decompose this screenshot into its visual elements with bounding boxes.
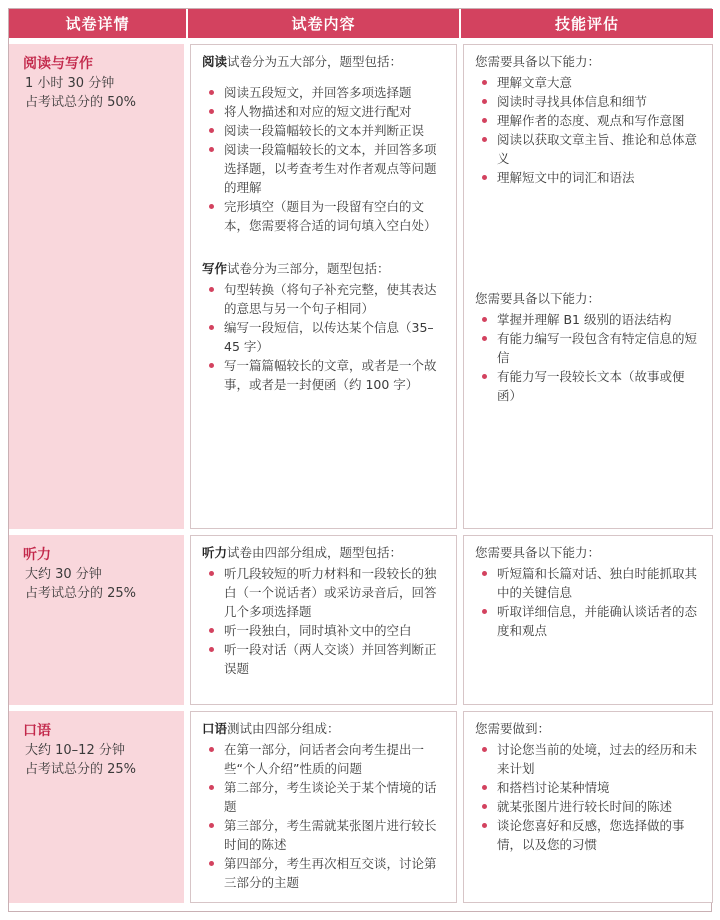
list-item: 和搭档讨论某种情境 — [475, 778, 703, 797]
section-content — [187, 41, 460, 532]
content-keyword: 阅读 — [202, 54, 228, 69]
content-intro: 试卷分为五大部分，题型包括： — [227, 54, 403, 69]
list-item: 阅读时寻找具体信息和细节 — [475, 92, 703, 111]
skills-block-writing — [463, 281, 713, 409]
section-weight: 占考试总分的 25% — [25, 586, 137, 601]
row-reading-writing — [9, 41, 713, 532]
content-block-speaking — [190, 711, 457, 896]
section-skills — [460, 41, 713, 532]
list-item: 阅读一段篇幅较长的文本，并回答多项选择题，以考查考生对作者观点等问题的理解 — [202, 140, 447, 197]
skills-list — [475, 73, 703, 187]
section-duration: 1 小时 30 分钟 — [25, 76, 115, 91]
section-content — [187, 532, 460, 708]
content-block-writing — [190, 251, 457, 398]
row-listening — [9, 532, 713, 708]
list-item: 有能力写一段较长文本（故事或便函） — [475, 367, 703, 405]
row-speaking — [9, 708, 713, 903]
list-item: 讨论您当前的处境，过去的经历和未来计划 — [475, 740, 703, 778]
list-item: 在第一部分，问话者会向考生提出一些“个人介绍”性质的问题 — [202, 740, 447, 778]
content-list — [202, 83, 447, 235]
content-keyword: 写作 — [202, 261, 228, 276]
list-item: 阅读以获取文章主旨、推论和总体意义 — [475, 130, 703, 168]
skills-block-speaking — [463, 711, 713, 858]
list-item: 谈论您喜好和反感，您选择做的事情，以及您的习惯 — [475, 816, 703, 854]
section-weight: 占考试总分的 50% — [25, 95, 137, 110]
list-item: 将人物描述和对应的短文进行配对 — [202, 102, 447, 121]
content-intro: 试卷分为三部分，题型包括： — [227, 261, 390, 276]
list-item: 就某张图片进行较长时间的陈述 — [475, 797, 703, 816]
section-weight: 占考试总分的 25% — [25, 762, 137, 777]
list-item: 阅读五段短文，并回答多项选择题 — [202, 83, 447, 102]
content-block-reading — [190, 44, 457, 239]
skills-block-listening — [463, 535, 713, 644]
list-item: 句型转换（将句子补充完整，使其表达的意思与另一个句子相同） — [202, 280, 447, 318]
list-item: 有能力编写一段包含有特定信息的短信 — [475, 329, 703, 367]
section-title: 听力 — [23, 547, 51, 563]
content-keyword: 听力 — [202, 545, 228, 560]
section-title: 阅读与写作 — [23, 56, 93, 72]
list-item: 阅读一段篇幅较长的文本并判断正误 — [202, 121, 447, 140]
content-intro: 测试由四部分组成： — [227, 721, 340, 736]
header-row — [9, 9, 713, 41]
section-details — [9, 532, 187, 708]
list-item: 听取详细信息，并能确认谈话者的态度和观点 — [475, 602, 703, 640]
list-item: 写一篇篇幅较长的文章，或者是一个故事，或者是一封便函（约 100 字） — [202, 356, 447, 394]
section-content — [187, 708, 460, 903]
content-intro: 试卷由四部分组成，题型包括： — [227, 545, 403, 560]
list-item: 第三部分，考生需就某张图片进行较长时间的陈述 — [202, 816, 447, 854]
list-item: 掌握并理解 B1 级别的语法结构 — [475, 310, 703, 329]
list-item: 理解短文中的词汇和语法 — [475, 168, 703, 187]
exam-structure-table — [9, 9, 713, 903]
content-list — [202, 740, 447, 892]
list-item: 听一段独白，同时填补文中的空白 — [202, 621, 447, 640]
header-content: 试卷内容 — [187, 9, 460, 41]
list-item: 理解文章大意 — [475, 73, 703, 92]
skills-intro: 您需要具备以下能力： — [475, 291, 601, 306]
section-skills — [460, 708, 713, 903]
list-item: 第四部分，考生再次相互交谈，讨论第三部分的主题 — [202, 854, 447, 892]
list-item: 完形填空（题目为一段留有空白的文本，您需要将合适的词句填入空白处） — [202, 197, 447, 235]
skills-list — [475, 310, 703, 405]
list-item: 理解作者的态度、观点和写作意图 — [475, 111, 703, 130]
section-duration: 大约 10–12 分钟 — [25, 743, 125, 758]
skills-block-reading — [463, 44, 713, 191]
section-skills — [460, 532, 713, 708]
content-keyword: 口语 — [202, 721, 228, 736]
header-details: 试卷详情 — [9, 9, 187, 41]
exam-table-sheet — [8, 8, 712, 912]
skills-list — [475, 564, 703, 640]
skills-intro: 您需要具备以下能力： — [475, 545, 601, 560]
skills-intro: 您需要具备以下能力： — [475, 54, 601, 69]
skills-list — [475, 740, 703, 854]
list-item: 编写一段短信，以传达某个信息（35–45 字） — [202, 318, 447, 356]
list-item: 听一段对话（两人交谈）并回答判断正误题 — [202, 640, 447, 678]
list-item: 听短篇和长篇对话、独白时能抓取其中的关键信息 — [475, 564, 703, 602]
section-duration: 大约 30 分钟 — [25, 567, 102, 582]
header-skills: 技能评估 — [460, 9, 713, 41]
list-item: 听几段较短的听力材料和一段较长的独白（一个说话者）或采访录音后，回答几个多项选择题 — [202, 564, 447, 621]
content-list — [202, 280, 447, 394]
content-list — [202, 564, 447, 678]
skills-intro: 您需要做到： — [475, 721, 551, 736]
list-item: 第二部分，考生谈论关于某个情境的话题 — [202, 778, 447, 816]
section-details — [9, 708, 187, 903]
content-block-listening — [190, 535, 457, 682]
section-details — [9, 41, 187, 532]
section-title: 口语 — [23, 723, 51, 739]
